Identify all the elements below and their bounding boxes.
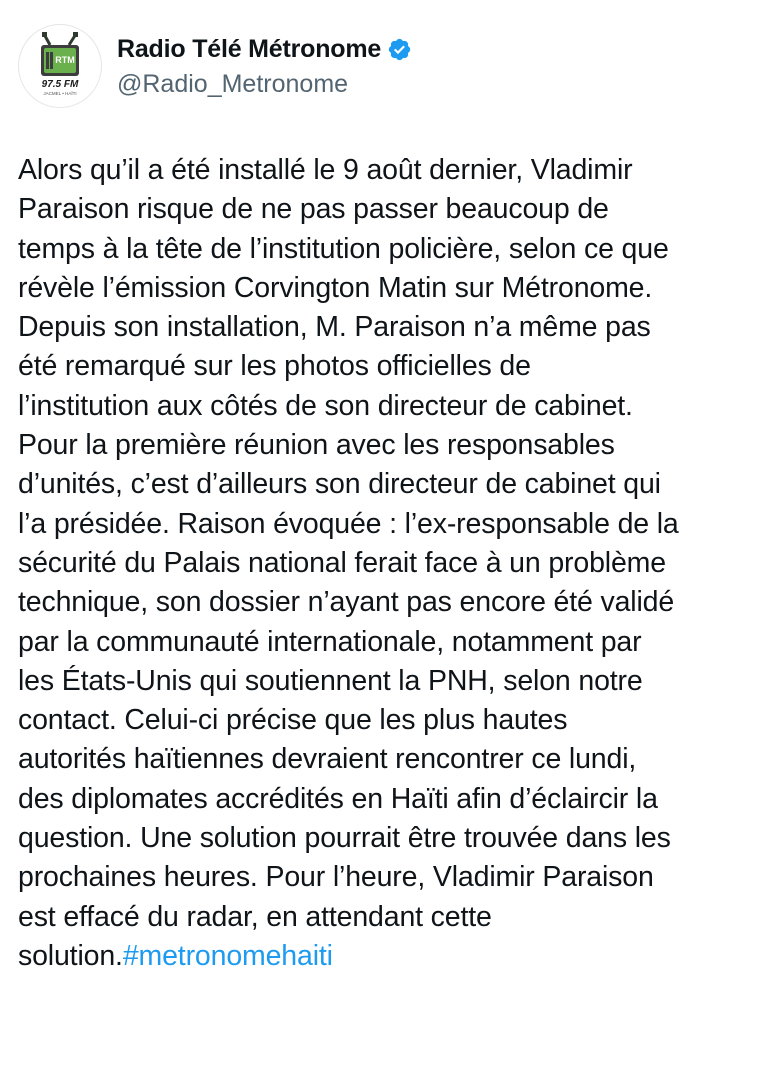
tweet-line: par la communauté internationale, notamment par	[18, 625, 642, 658]
tweet-line: des diplomates accrédités en Haïti afin d’éclaircir la	[18, 782, 658, 815]
display-name[interactable]: Radio Télé Métronome	[117, 35, 382, 63]
tweet-line: révèle l’émission Corvington Matin sur Métronome.	[18, 271, 653, 304]
hashtag-link[interactable]: #metronomehaiti	[122, 939, 333, 972]
tweet-line: l’institution aux côtés de son directeur de cabinet.	[18, 389, 633, 422]
avatar[interactable]	[18, 24, 102, 108]
display-name-row	[117, 32, 412, 66]
tweet-line: été remarqué sur les photos officielles de	[18, 350, 531, 383]
tweet-last-line	[18, 937, 760, 976]
tweet-line: technique, son dossier n’ayant pas encore été validé	[18, 586, 675, 619]
tweet-line: Pour la première réunion avec les responsables	[18, 429, 615, 462]
tweet-line: sécurité du Palais national ferait face à un problème	[18, 546, 666, 579]
tweet-line: prochaines heures. Pour l’heure, Vladimir Paraison	[18, 861, 654, 894]
tweet-text	[18, 151, 760, 976]
svg-text:RTM: RTM	[55, 55, 75, 65]
tweet-last-line-text: solution.	[18, 939, 123, 972]
tweet-line: l’a présidée. Raison évoquée : l’ex-responsable de la	[18, 507, 679, 540]
tweet-line: autorités haïtiennes devraient rencontrer ce lundi,	[18, 743, 637, 776]
tweet-line: contact. Celui-ci précise que les plus hautes	[18, 704, 568, 737]
tweet-line: d’unités, c’est d’ailleurs son directeur de cabinet qui	[18, 468, 661, 501]
tweet-line: Depuis son installation, M. Paraison n’a même pas	[18, 311, 651, 344]
tweet-header	[18, 24, 412, 108]
tweet-line: les États-Unis qui soutiennent la PNH, selon notre	[18, 664, 643, 697]
tweet-line: Paraison risque de ne pas passer beaucoup de	[18, 193, 609, 226]
tweet-line: temps à la tête de l’institution policière, selon ce que	[18, 232, 669, 265]
tweet-line: question. Une solution pourrait être trouvée dans les	[18, 822, 671, 855]
svg-text:97.5 FM: 97.5 FM	[41, 79, 79, 90]
verified-badge-icon	[387, 37, 412, 62]
tweet-line: est effacé du radar, en attendant cette	[18, 900, 492, 933]
account-names	[117, 32, 412, 100]
tweet-line: Alors qu’il a été installé le 9 août dernier, Vladimir	[18, 154, 633, 186]
radio-metronome-logo-icon	[19, 25, 101, 107]
svg-text:JACMEL • HAÏTI: JACMEL • HAÏTI	[43, 91, 77, 96]
account-handle[interactable]: @Radio_Metronome	[117, 70, 349, 98]
